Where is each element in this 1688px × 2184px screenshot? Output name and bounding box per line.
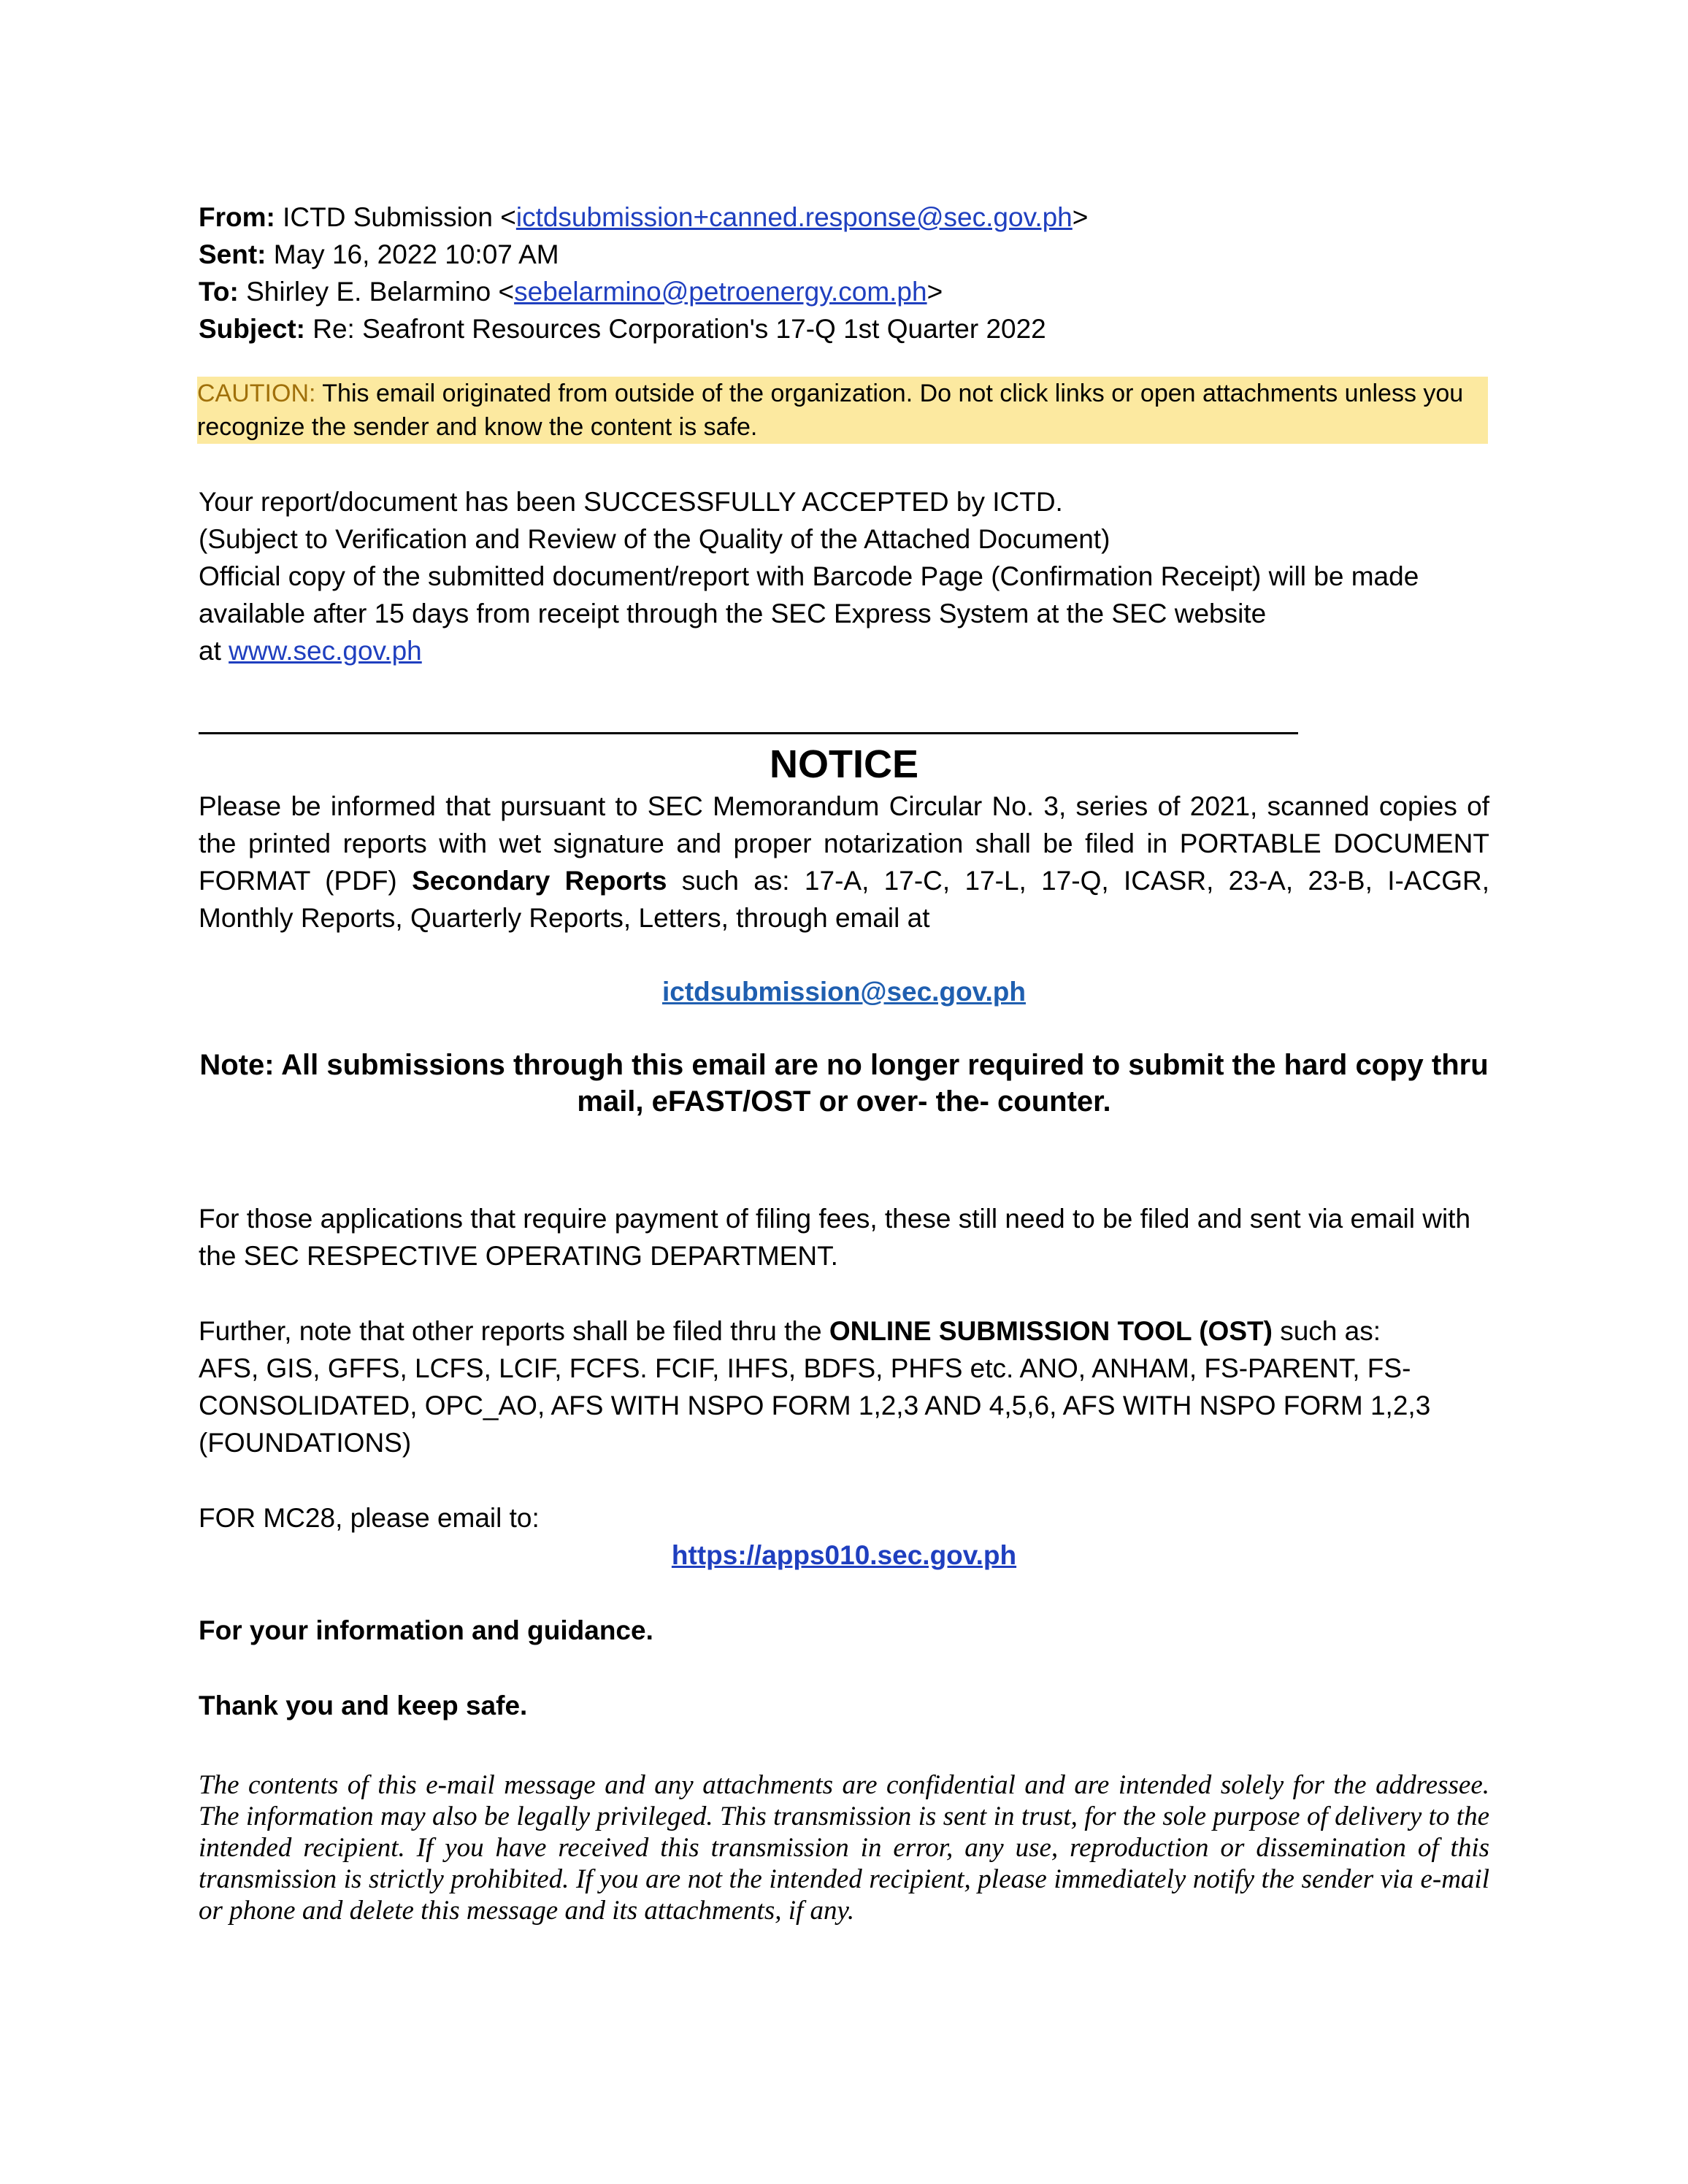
email-content bbox=[199, 199, 1489, 1926]
from-label: From: bbox=[199, 202, 275, 232]
to-name: Shirley E. Belarmino < bbox=[246, 277, 515, 307]
from-name: ICTD Submission < bbox=[283, 202, 516, 232]
guidance-line: For your information and guidance. bbox=[199, 1615, 653, 1645]
ost-text-a: Further, note that other reports shall be filed thru the bbox=[199, 1316, 829, 1346]
submission-email-link[interactable]: ictdsubmission@sec.gov.ph bbox=[662, 977, 1026, 1007]
note-text: Note: All submissions through this email are no longer required to submit the hard copy thru mail, eFAST/OST or over- the- counter. bbox=[199, 1049, 1489, 1118]
horizontal-rule bbox=[199, 732, 1298, 734]
sent-value: May 16, 2022 10:07 AM bbox=[273, 239, 559, 269]
website-line bbox=[199, 632, 1489, 669]
notice-text-a: Please be informed that pursuant to SEC Memorandum Circular No. 3, series of 2021, scanned copies of the printed reports with wet signature and proper notarization shall be filed in PORTABLE DOCUMENT FORMAT (PDF) bbox=[199, 791, 1489, 896]
to-email-link[interactable]: sebelarmino@petroenergy.com.ph bbox=[514, 277, 927, 307]
mc28-section bbox=[199, 1499, 1489, 1574]
ost-text-b: such as: bbox=[1272, 1316, 1381, 1346]
divider-row bbox=[199, 703, 1489, 741]
subject-value: Re: Seafront Resources Corporation's 17-Q 1st Quarter 2022 bbox=[312, 314, 1046, 344]
to-label: To: bbox=[199, 277, 239, 307]
subject-line bbox=[199, 310, 1489, 347]
email-header bbox=[199, 199, 1489, 347]
verification-line: (Subject to Verification and Review of the Quality of the Attached Document) bbox=[199, 524, 1110, 554]
mc28-label: FOR MC28, please email to: bbox=[199, 1503, 540, 1533]
acceptance-line: Your report/document has been SUCCESSFULLY ACCEPTED by ICTD. bbox=[199, 487, 1063, 517]
mc28-link[interactable]: https://apps010.sec.gov.ph bbox=[671, 1540, 1017, 1570]
submission-email-row bbox=[199, 973, 1489, 1010]
subject-label: Subject: bbox=[199, 314, 305, 344]
mc28-link-row bbox=[199, 1537, 1489, 1574]
to-close: > bbox=[927, 277, 943, 307]
from-close: > bbox=[1072, 202, 1089, 232]
notice-text-b: such as: 17-A, 17-C, 17-L, 17-Q, ICASR, 23-A, 23-B, I-ACGR, Monthly Reports, Quarterly Reports, Letters, through email at bbox=[199, 866, 1489, 933]
ost-report-list: AFS, GIS, GFFS, LCFS, LCIF, FCFS. FCIF, IHFS, BDFS, PHFS etc. ANO, ANHAM, FS-PARENT, FS-CONSOLIDATED, OPC_AO, AFS WITH NSPO FORM 1,2,3 AND 4,5,6, AFS WITH NSPO FORM 1,2,3 (FOUNDATIONS) bbox=[199, 1353, 1431, 1458]
official-copy-line: Official copy of the submitted document/report with Barcode Page (Confirmation Receipt) will be made available after 15 days from receipt through the SEC Express System at the SEC website bbox=[199, 561, 1419, 628]
website-link[interactable]: www.sec.gov.ph bbox=[229, 636, 422, 666]
notice-title: NOTICE bbox=[769, 742, 918, 786]
to-line bbox=[199, 273, 1489, 310]
caution-banner bbox=[197, 377, 1488, 444]
from-line bbox=[199, 199, 1489, 236]
caution-label: CAUTION: bbox=[197, 380, 316, 407]
sent-label: Sent: bbox=[199, 239, 266, 269]
thanks-line: Thank you and keep safe. bbox=[199, 1691, 528, 1720]
ost-label: ONLINE SUBMISSION TOOL (OST) bbox=[829, 1316, 1273, 1346]
website-prefix: at bbox=[199, 636, 229, 666]
confidentiality-disclaimer: The contents of this e-mail message and any attachments are confidential and are intended solely for the addressee. The information may also be legally privileged. This transmission is sent in trust, for the sole purpose of delivery to the intended recipient. If you have received this transmission in error, any use, reproduction or dissemination of this transmission is strictly prohibited. If you are not the intended recipient, please immediately notify the sender via e-mail or phone and delete this message and its attachments, if any. bbox=[199, 1770, 1489, 1926]
filing-fees-paragraph: For those applications that require payment of filing fees, these still need to be filed and sent via email with the SEC RESPECTIVE OPERATING DEPARTMENT. bbox=[199, 1204, 1471, 1271]
ost-section bbox=[199, 1312, 1489, 1461]
acceptance-message bbox=[199, 483, 1489, 669]
sent-line bbox=[199, 236, 1489, 273]
ost-intro bbox=[199, 1312, 1489, 1350]
notice-paragraph bbox=[199, 788, 1489, 937]
caution-text: This email originated from outside of the organization. Do not click links or open attachments unless you recognize the sender and know the content is safe. bbox=[197, 380, 1464, 441]
from-email-link[interactable]: ictdsubmission+canned.response@sec.gov.ph bbox=[515, 202, 1073, 232]
secondary-reports-label: Secondary Reports bbox=[412, 866, 667, 896]
